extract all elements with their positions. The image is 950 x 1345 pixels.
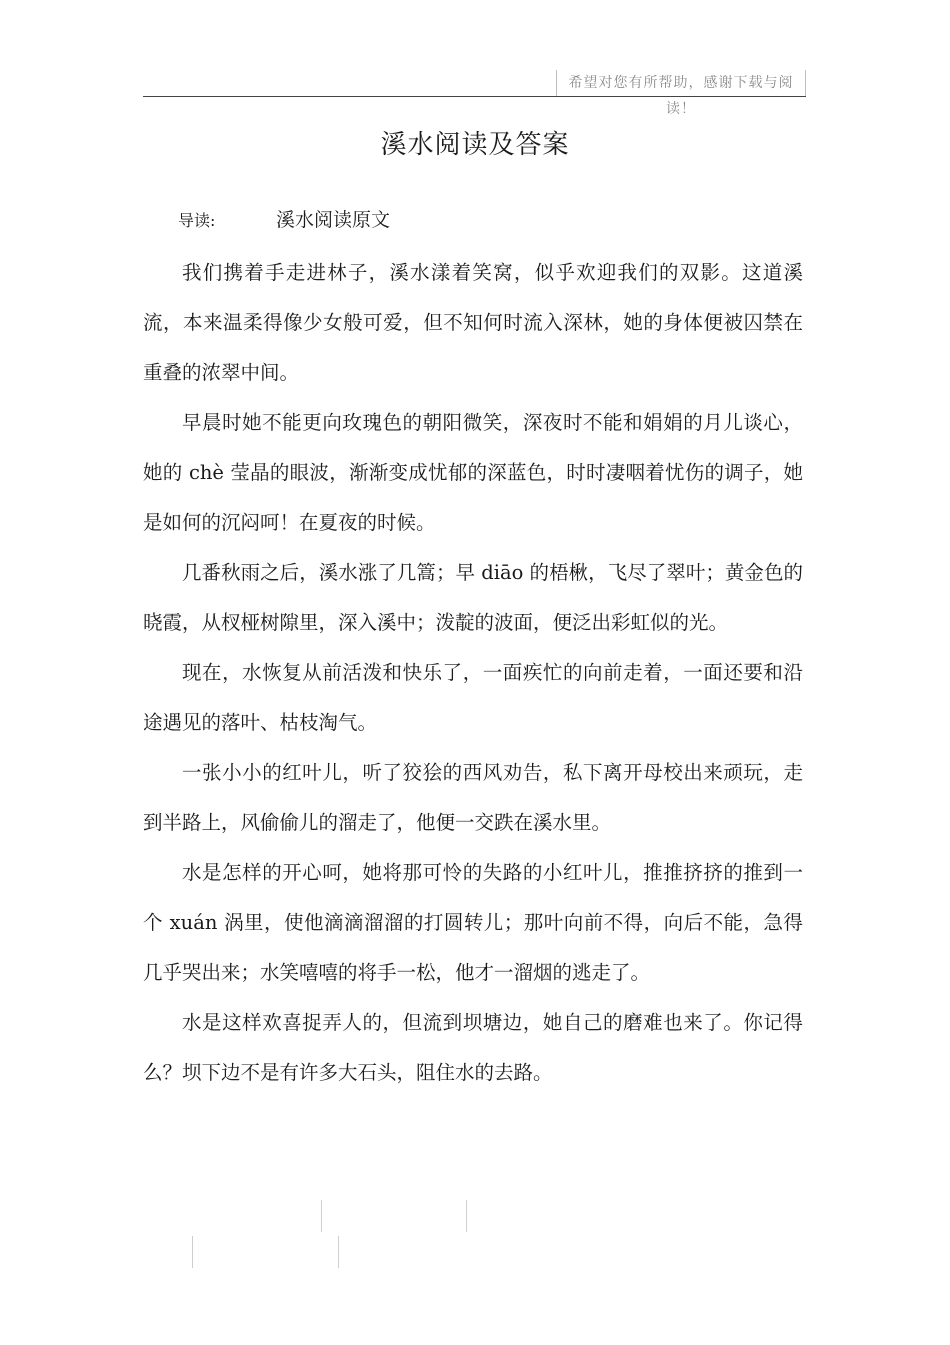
paragraph: 水是怎样的开心呵，她将那可怜的失路的小红叶儿，推推挤挤的推到一个 xuán 涡里，使他滴滴溜溜的打圆转儿；那叶向前不得，向后不能，急得几乎哭出来；水笑嘻嘻的将手一松，他才一溜烟的逃走了。 [143,861,803,984]
scan-mark [321,1200,322,1232]
paragraph: 早晨时她不能更向玫瑰色的朝阳微笑，深夜时不能和娟娟的月儿谈心，她的 chè 莹晶的眼波，渐渐变成忧郁的深蓝色，时时凄咽着忧伤的调子，她是如何的沉闷呵！在夏夜的时候。 [143,411,803,534]
intro-title: 溪水阅读原文 [276,209,391,231]
scan-mark [466,1200,467,1232]
paragraph: 水是这样欢喜捉弄人的，但流到坝塘边，她自己的磨难也来了。你记得么？坝下边不是有许多大石头，阻住水的去路。 [143,1011,803,1084]
article-body [143,248,803,1098]
paragraph: 我们携着手走进林子，溪水漾着笑窝，似乎欢迎我们的双影。这道溪流，本来温柔得像少女般可爱，但不知何时流入深林，她的身体便被囚禁在重叠的浓翠中间。 [143,261,803,384]
header-divider [143,96,806,97]
page-title: 溪水阅读及答案 [380,130,570,160]
intro-label: 导读: [178,211,216,230]
paragraph: 几番秋雨之后，溪水涨了几篙；早 diāo 的梧楸，飞尽了翠叶；黄金色的晓霞，从杈桠树隙里，深入溪中；泼靛的波面，便泛出彩虹似的光。 [143,561,803,634]
scan-mark [338,1236,339,1268]
paragraph: 一张小小的红叶儿，听了狡狯的西风劝告，私下离开母校出来顽玩，走到半路上，风偷偷儿的溜走了，他便一交跌在溪水里。 [143,761,803,834]
header-note: 希望对您有所帮助，感谢下载与阅读！ [556,70,806,96]
scan-mark [192,1236,193,1268]
paragraph: 现在，水恢复从前活泼和快乐了，一面疾忙的向前走着，一面还要和沿途遇见的落叶、枯枝淘气。 [143,661,803,734]
